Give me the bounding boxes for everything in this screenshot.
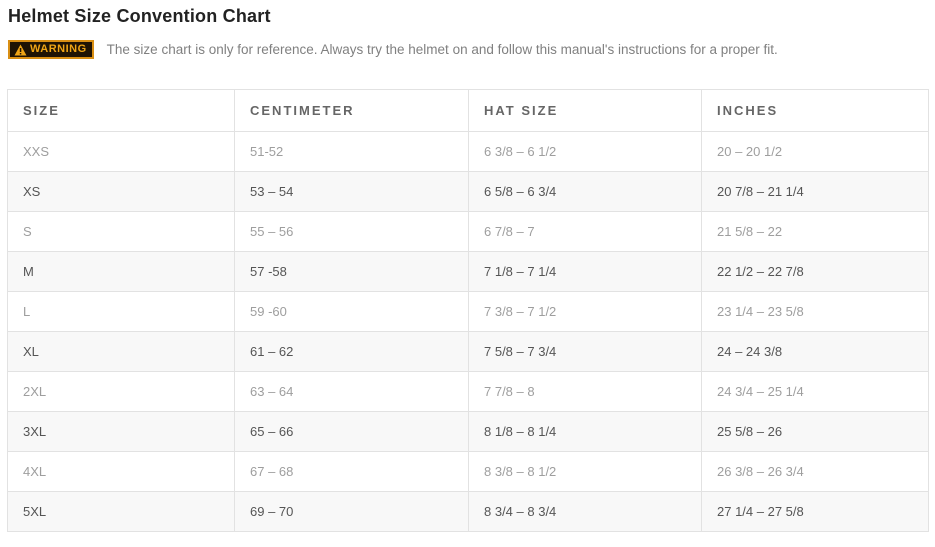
table-row: [8, 492, 929, 532]
table-cell: XL: [8, 332, 235, 372]
table-cell: 2XL: [8, 372, 235, 412]
column-header: INCHES: [702, 90, 929, 132]
table-cell: 20 7/8 – 21 1/4: [702, 172, 929, 212]
warning-badge-label: WARNING: [30, 43, 87, 55]
page-title: Helmet Size Convention Chart: [8, 6, 271, 26]
warning-line: [8, 40, 935, 59]
table-cell: 7 1/8 – 7 1/4: [469, 252, 702, 292]
column-header: SIZE: [8, 90, 235, 132]
warning-triangle-icon: [14, 44, 27, 56]
table-cell: XS: [8, 172, 235, 212]
column-header: CENTIMETER: [235, 90, 469, 132]
table-row: [8, 292, 929, 332]
table-header: [8, 90, 929, 132]
table-row: [8, 172, 929, 212]
table-cell: 24 – 24 3/8: [702, 332, 929, 372]
table-cell: 7 5/8 – 7 3/4: [469, 332, 702, 372]
table-cell: 55 – 56: [235, 212, 469, 252]
table-cell: 5XL: [8, 492, 235, 532]
column-header: HAT SIZE: [469, 90, 702, 132]
table-cell: 25 5/8 – 26: [702, 412, 929, 452]
table-cell: 53 – 54: [235, 172, 469, 212]
warning-badge: [8, 40, 94, 59]
table-cell: 69 – 70: [235, 492, 469, 532]
table-cell: 65 – 66: [235, 412, 469, 452]
warning-text: The size chart is only for reference. Always try the helmet on and follow this manual's instructions for a proper fit.: [106, 42, 778, 57]
table-cell: 57 -58: [235, 252, 469, 292]
table-cell: 8 1/8 – 8 1/4: [469, 412, 702, 452]
table-cell: 4XL: [8, 452, 235, 492]
table-row: [8, 452, 929, 492]
table-cell: 7 3/8 – 7 1/2: [469, 292, 702, 332]
table-cell: 51-52: [235, 132, 469, 172]
table-cell: 63 – 64: [235, 372, 469, 412]
table-cell: 6 3/8 – 6 1/2: [469, 132, 702, 172]
table-cell: 22 1/2 – 22 7/8: [702, 252, 929, 292]
table-row: [8, 372, 929, 412]
table-cell: 8 3/8 – 8 1/2: [469, 452, 702, 492]
table-cell: 59 -60: [235, 292, 469, 332]
table-row: [8, 132, 929, 172]
table-cell: 21 5/8 – 22: [702, 212, 929, 252]
table-cell: 8 3/4 – 8 3/4: [469, 492, 702, 532]
table-cell: 24 3/4 – 25 1/4: [702, 372, 929, 412]
table-cell: 20 – 20 1/2: [702, 132, 929, 172]
table-cell: L: [8, 292, 235, 332]
table-cell: XXS: [8, 132, 235, 172]
table-cell: 27 1/4 – 27 5/8: [702, 492, 929, 532]
table-row: [8, 332, 929, 372]
table-row: [8, 412, 929, 452]
table-cell: 23 1/4 – 23 5/8: [702, 292, 929, 332]
table-cell: 3XL: [8, 412, 235, 452]
table-cell: 6 5/8 – 6 3/4: [469, 172, 702, 212]
table-cell: 6 7/8 – 7: [469, 212, 702, 252]
table-header-row: [8, 90, 929, 132]
table-body: [8, 132, 929, 532]
size-chart-table: [7, 89, 929, 532]
table-cell: 67 – 68: [235, 452, 469, 492]
table-row: [8, 252, 929, 292]
table-row: [8, 212, 929, 252]
table-cell: 61 – 62: [235, 332, 469, 372]
table-cell: 7 7/8 – 8: [469, 372, 702, 412]
table-cell: S: [8, 212, 235, 252]
table-cell: 26 3/8 – 26 3/4: [702, 452, 929, 492]
table-cell: M: [8, 252, 235, 292]
